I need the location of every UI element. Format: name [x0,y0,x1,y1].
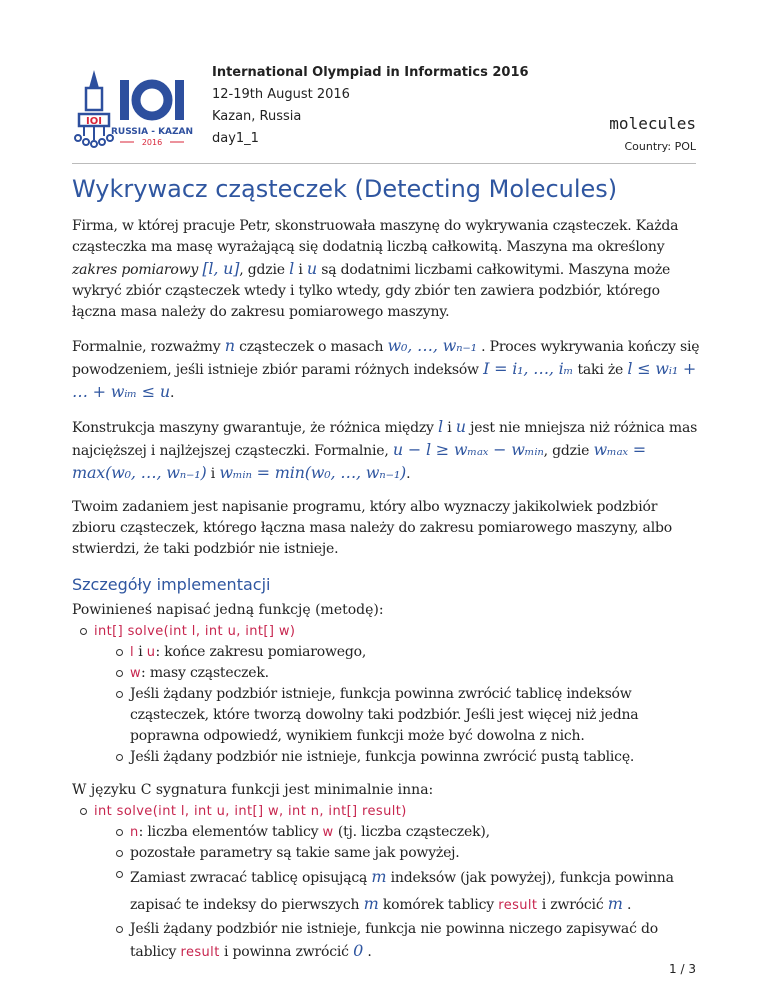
paragraph-formal: Formalnie, rozważmy n cząsteczek o masach w₀, …, wₙ₋₁ . Proces wykrywania kończy się powodzeniem, jeśli istnieje zbiór parami różnych indeksów I = i₁, …, iₘ taki że l ≤ wᵢ₁ + … + wᵢₘ ≤ u. [72,336,700,401]
c-list [72,801,700,963]
section-implementation: Szczegóły implementacji [72,575,271,594]
impl-intro: Powinieneś napisać jedną funkcję (metodę): [72,602,384,618]
paragraph-intro: Firma, w której pracuje Petr, skonstruowała maszynę do wykrywania cząsteczek. Każda cząsteczka ma masę wyrażającą się dodatnią liczbą całkowitą. Maszyna ma określony zakres pomiarowy [l, u], gdzie l i u są dodatnimi liczbami całkowitymi. Maszyna może wykryć zbiór cząsteczek wtedy i tylko wtedy, gdy zbiór ten zawiera podzbiór, którego łączna masa należy do zakresu pomiarowego maszyny. [72,218,679,320]
c-param-rest: pozostałe parametry są takie same jak powyżej. [130,843,700,864]
task-title: Wykrywacz cząsteczek (Detecting Molecules) [72,175,618,203]
task-id: molecules [609,114,696,133]
ioi-logo [72,68,202,154]
impl-param-w: w: masy cząsteczek. [130,663,700,684]
c-return-found: Zamiast zwracać tablicę opisującą m indeksów (jak powyżej), funkcja powinna zapisać te indeksy do pierwszych m komórek tablicy result i zwrócić m . [130,864,700,919]
impl-signature: int[] solve(int l, int u, int[] w) l i u: końce zakresu pomiarowego, w: masy cząsteczek. Jeśli żądany podzbiór istnieje, funkcja powinna zwrócić tablicę indeksów cząsteczek, które tworzą dowolny taki podzbiór. Jeśli jest więcej niż jedna poprawna odpowiedź, wynikiem funkcji może być dowolna z nich. Jeśli żądany podzbiór nie istnieje, funkcja powinna zwrócić pustą tablicę. [94,621,700,768]
c-param-n: n: liczba elementów tablicy w (tj. liczba cząsteczek), [130,822,700,843]
task-statement [72,172,700,963]
contest-day: day1_1 [212,131,259,146]
country-label: Country: POL [624,140,696,153]
header-divider [72,163,696,164]
paragraph-task: Twoim zadaniem jest napisanie programu, który albo wyznaczy jakikolwiek podzbiór zbioru cząsteczek, którego łączna masa należy do zakresu pomiarowego maszyny, albo stwierdzi, że taki podzbiór nie istnieje. [72,499,672,557]
c-signature: int solve(int l, int u, int[] w, int n, int[] result) n: liczba elementów tablicy w (tj. liczba cząsteczek), pozostałe parametry są takie same jak powyżej. Zamiast zwracać tablicę opisującą m indeksów (jak powyżej), funkcja powinna zapisać te indeksy do pierwszych m komórek tablicy result i zwrócić m . Jeśli żądany podzbiór nie istnieje, funkcja nie powinna niczego zapisywać do tablicy result i powinna zwrócić 0 . [94,801,700,963]
contest-location: Kazan, Russia [212,109,302,124]
c-intro: W języku C sygnatura funkcji jest minimalnie inna: [72,782,434,798]
impl-list [72,621,700,768]
logo-year: 2016 [141,138,163,147]
contest-info [212,62,529,150]
impl-param-lu: l i u: końce zakresu pomiarowego, [130,642,700,663]
page-number: 1 / 3 [669,962,696,976]
impl-return-found: Jeśli żądany podzbiór istnieje, funkcja powinna zwrócić tablicę indeksów cząsteczek, które tworzą dowolny taki podzbiór. Jeśli jest więcej niż jedna poprawna odpowiedź, wynikiem funkcji może być dowolna z nich. [130,684,700,747]
paragraph-guarantee: Konstrukcja maszyny gwarantuje, że różnica między l i u jest nie mniejsza niż różnica mas najcięższej i najlżejszej cząsteczki. Formalnie, u − l ≥ wₘₐₓ − wₘᵢₙ, gdzie wₘₐₓ = max(w₀, …, wₙ₋₁) i wₘᵢₙ = min(w₀, …, wₙ₋₁). [72,417,698,482]
svg-text:IOI: IOI [86,116,102,127]
contest-dates: 12-19th August 2016 [212,87,350,102]
impl-return-empty: Jeśli żądany podzbiór nie istnieje, funkcja powinna zwrócić pustą tablicę. [130,747,700,768]
c-return-empty: Jeśli żądany podzbiór nie istnieje, funkcja nie powinna niczego zapisywać do tablicy result i powinna zwrócić 0 . [130,919,700,963]
contest-title: International Olympiad in Informatics 2016 [212,65,529,80]
page-header [72,62,696,162]
logo-subtitle: RUSSIA - KAZAN [110,127,194,137]
